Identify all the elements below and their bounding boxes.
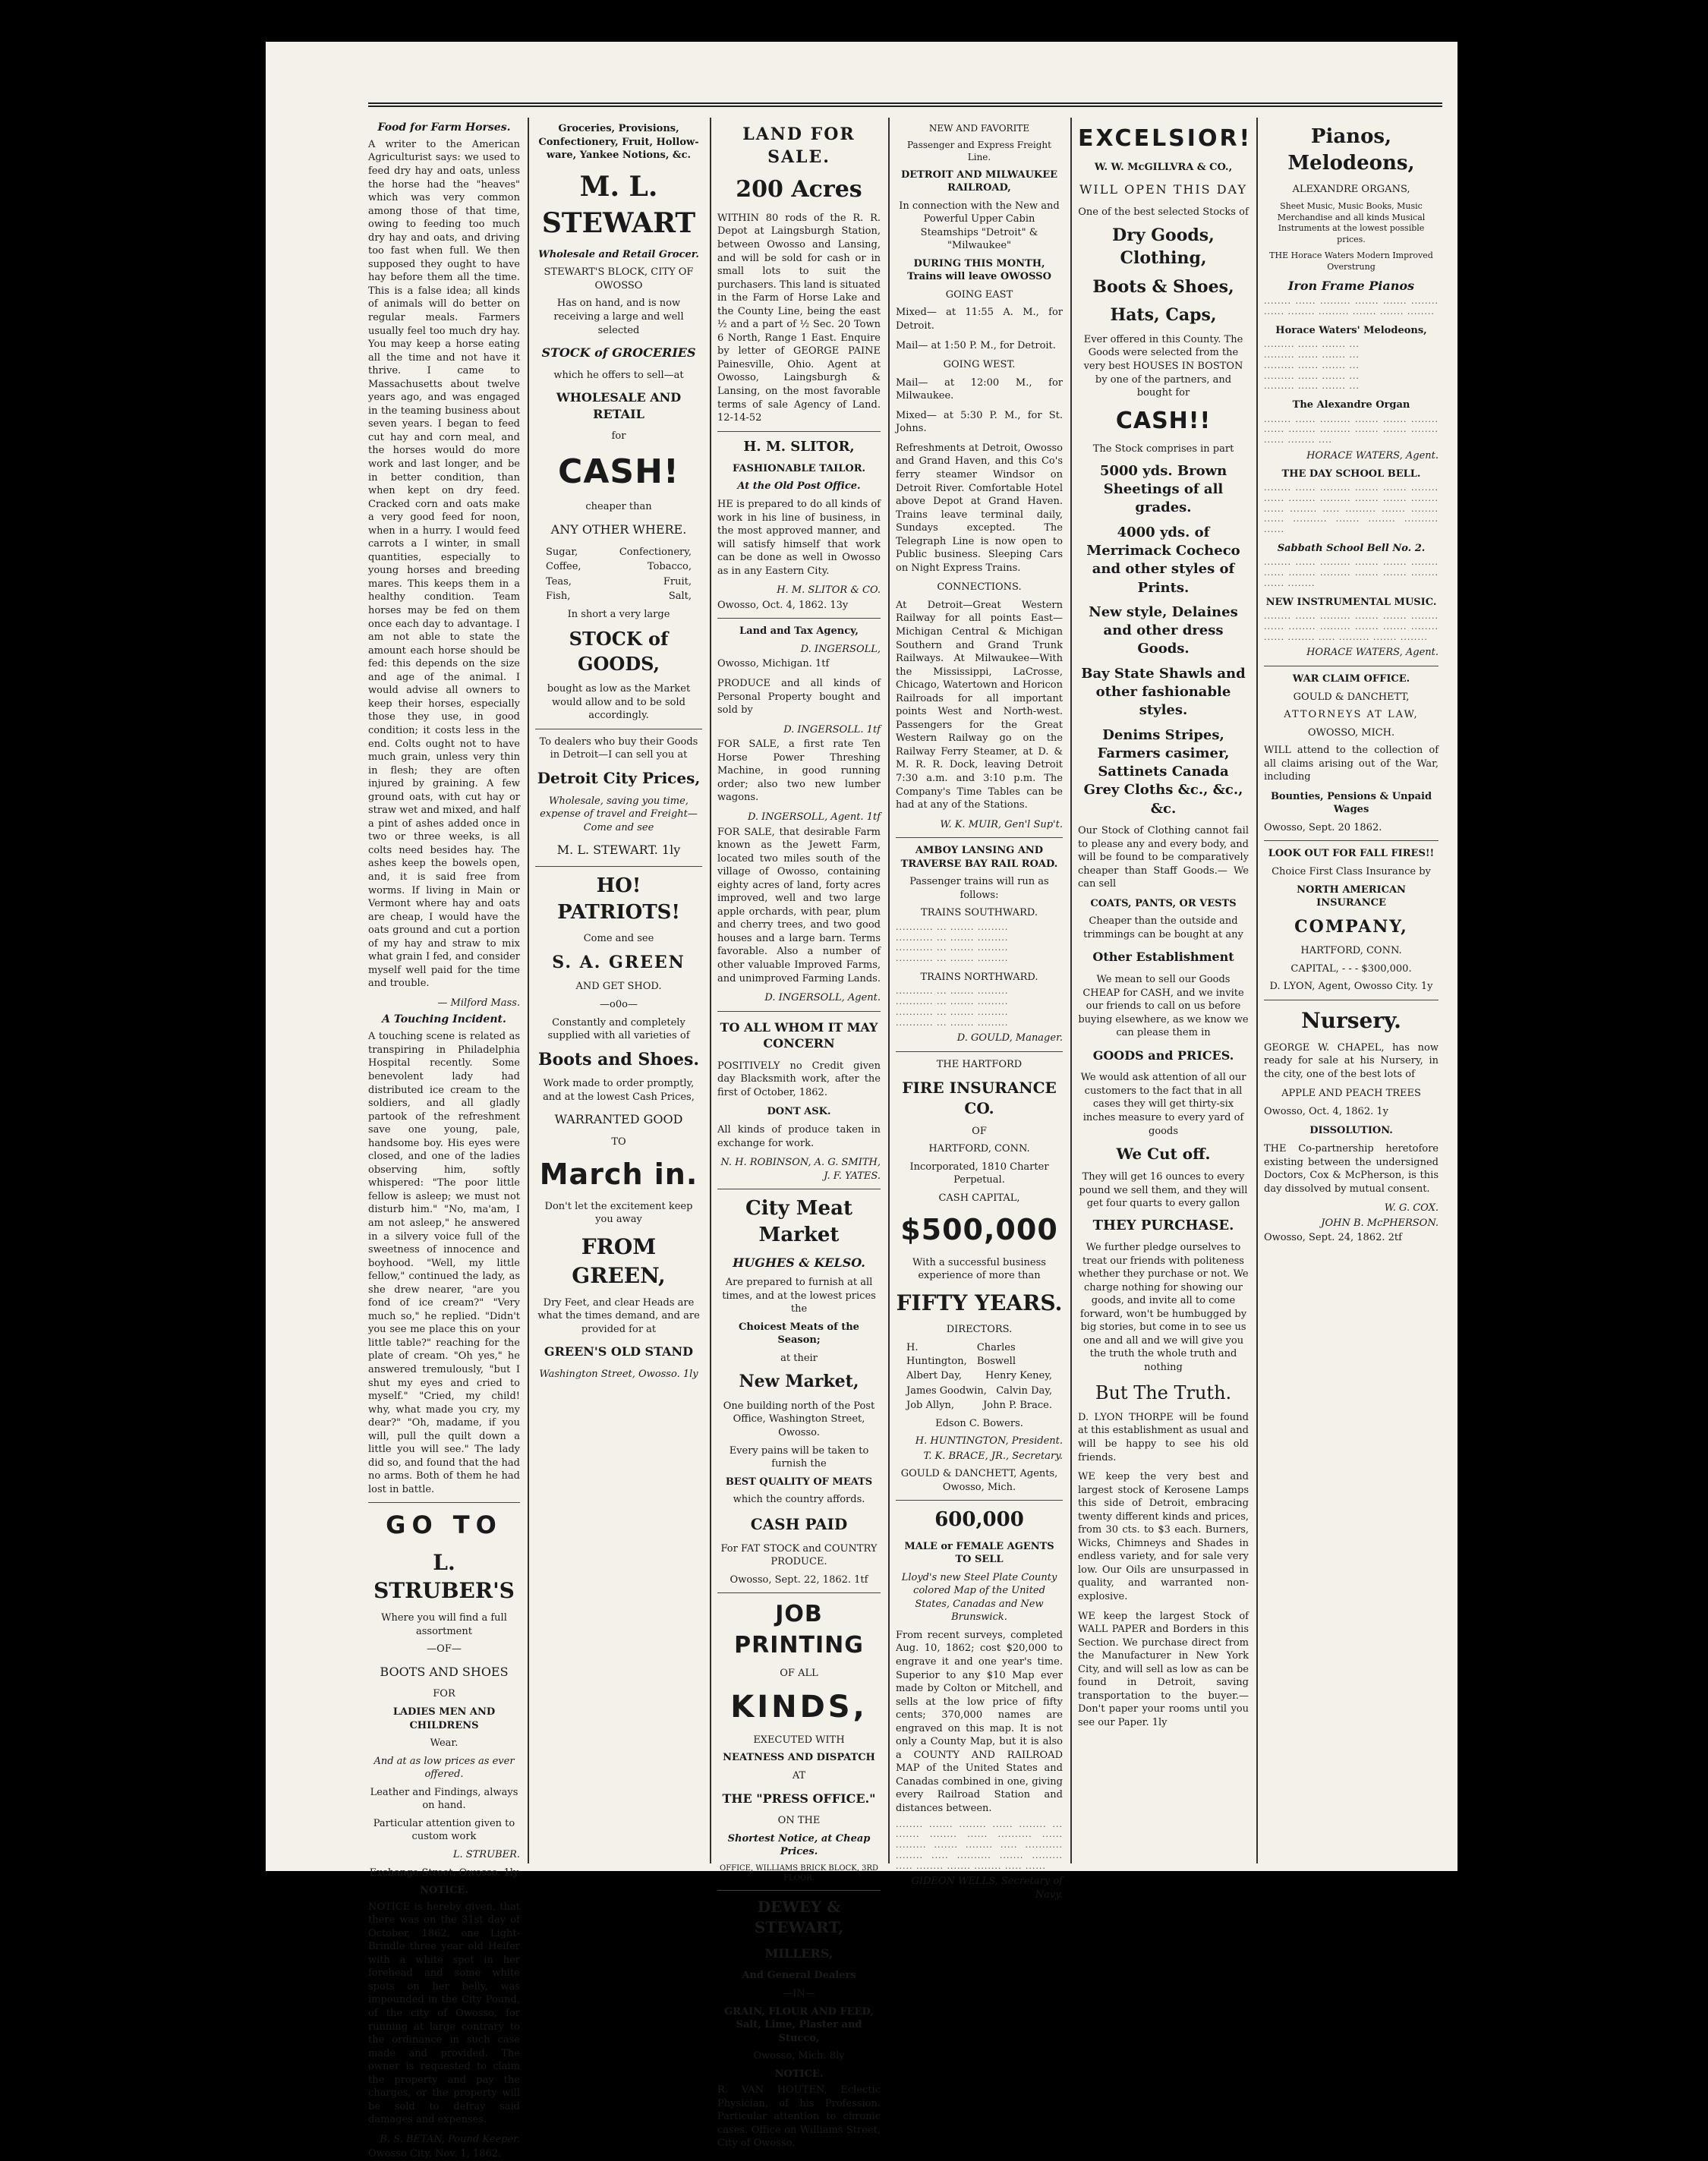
newspaper-page xyxy=(266,42,1457,2160)
ad-text: WILL OPEN THIS DAY xyxy=(1079,182,1248,197)
item-row: Sugar, Confectionery, xyxy=(546,546,692,558)
ad-body: FOR SALE, that desirable Farm known as the Jewett Farm, located two miles south of the village of Owosso, containing eighty acres of land, forty acres improved, well and two large apple orchards, with pear, plum and cherry trees, and two good houses and a large barn. Terms favorable. Also a number of other valuable Improved Farms, and unimproved Farming Lands. xyxy=(717,826,881,984)
ad-text: We further pledge ourselves to treat our friends with politeness whether they purchase or not. We charge nothing for showing our goods, and invite all to come forward, won't be humbugged by big stories, but come in to see us one and all and we will give you the truth the whole truth and nothing xyxy=(1078,1242,1249,1373)
ad-text: OF xyxy=(972,1125,987,1137)
ad-text: Choicest Meats of the Season; xyxy=(739,1321,859,1347)
divider xyxy=(717,1592,881,1593)
divider xyxy=(368,1502,520,1503)
ad-text: With a successful business experience of more than xyxy=(912,1256,1046,1282)
ad-text: GOING WEST. xyxy=(943,359,1016,371)
ad-signature: HORACE WATERS, Agent. xyxy=(1306,449,1439,461)
ad-heading: KINDS, xyxy=(730,1689,868,1725)
ad-heading: FIFTY YEARS. xyxy=(896,1290,1063,1315)
article-signature: — Milford Mass. xyxy=(437,997,520,1009)
article-body: A touching scene is related as transpiring in Philadelphia Hospital recently. Some benevolent lady had distributed ice cream to the soldiers, and all gladly partook of the refreshment save one young, pale, handsome boy. His eyes were closed, and one of the ladies observing him, softly whispered: "The poor little fellow is asleep; we must not disturb him." "No, ma'am, I am not asleep," he answered in a silvery voice full of the sweetness of innocence and boyhood. "Well, my little fellow," continued the lady, as she drew nearer, "are you fond of ice cream?" "Very much so," he replied. "Didn't you see me place this on your little table?" reaching for the plate of cream. "Oh yes," he answered tremulously, "but I shut my eyes and cried to myself." "Cried, my child! why, what made you cry, my dear?" "Oh, madame, if you will, pull the quilt down a little you will see." The lady did so, and found that the had no arms. Both of them he had lost in battle. xyxy=(368,1031,520,1495)
ad-body: FOR SALE, a first rate Ten Horse Power Threshing Machine, in good running order; also two new lumber wagons. xyxy=(717,739,881,804)
ad-signature: HORACE WATERS, Agent. xyxy=(1306,647,1439,659)
column-divider xyxy=(1070,118,1072,1863)
ad-text: THE HARTFORD xyxy=(936,1059,1023,1070)
ad-text: GOODS and PRICES. xyxy=(1092,1047,1234,1063)
ad-text: WARRANTED GOOD xyxy=(554,1112,683,1127)
article-body: A writer to the American Agriculturist says: we used to feed dry hay and oats, unless the horse had the "heaves" which was very common among those of that time, owing to feeding too much dry hay and oats, and driving too fast when full. We then supposed they ought to have hay before them all the time. This is a false idea; all kinds of animals will do better on regular meals. Farmers usually feel too much dry hay. You may keep a horse eating all the time and not have it thrive. I came to Massachusetts about twelve years ago, and was engaged in the teaming business about seven years. I began to feed cut hay and corn meal, and the horses would do more work and last longer, and be in better condition, than when kept on dry feed. Cracked corn and oats make a very good feed for noon, when in a hurry. I would feed carrots a I winter, in small quantities, especially to young horses and breeding mares. This keeps them in a healthy condition. Team horses may be fed on them once each day to advantage. I am not able to state the amount each horse should be fed: this depends on the size and age of the animal. I would advise all owners to keep their horses, especially those they use, in good condition; it costs less in the end. Colts ought not to have much grain, unless very thin in flesh; they are often injured by graining. A few ground oats, with cut hay or straw wet and mixed, and half a pint of ashes added once in two or three weeks, is all colts need besides hay. The ashes keep the bowels open, and, it is said free from worms. If living in Main or Vermont where hay and oats are cheap, I would have the oats ground and cut a portion of my hay and straw to mix what grain I fed, and consider myself well paid for the time and trouble. xyxy=(368,138,520,990)
divider xyxy=(896,837,1063,838)
ad-text: Every pains will be taken to furnish the xyxy=(729,1444,869,1470)
ad-text: —OF— xyxy=(427,1643,462,1655)
column-1 xyxy=(368,118,520,2160)
ad-name: M. L. STEWART xyxy=(541,170,696,240)
ad-text: Detroit City Prices, xyxy=(537,768,701,787)
ad-text: LADIES MEN AND CHILDRENS xyxy=(392,1706,496,1731)
ad-text: GRAIN, FLOUR AND FEED, Salt, Lime, Plaster and Stucco, xyxy=(724,2005,874,2044)
ad-text: BOOTS AND SHOES xyxy=(380,1664,509,1679)
director-row: Edson C. Bowers. xyxy=(935,1417,1023,1429)
notice-title: NOTICE. xyxy=(774,2068,824,2080)
ad-text: Washington Street, Owosso. 1ly xyxy=(539,1368,698,1380)
ad-text: MILLERS, xyxy=(764,1945,834,1961)
ad-text: Wear. xyxy=(430,1737,459,1750)
ad-signature: W. K. MUIR, Gen'l Sup't. xyxy=(940,818,1063,830)
ad-body: Our Stock of Clothing cannot fail to please any and every body, and will be found to be comparatively cheaper than Staff Goods.— We can sell xyxy=(1078,825,1249,890)
ad-amount: $500,000 xyxy=(900,1213,1058,1247)
ad-body: WITHIN 80 rods of the R. R. Depot at Laingsburgh Station, between Owosso and Lansing, and will be sold for cash or in small lots to suit the purchasers. This land is situated in the Farm of Horse Lake and the County Line, being the east ½ and a part of ½ Sec. 20 Town 6 North, Range 1 East. Enquire by letter of GEORGE PAINE Painesville, Ohio. Agent at Owosso, Laingsburgh & Lansing, on the most favorable terms of sale Agency of Land. 12-14-52 xyxy=(717,212,881,424)
ad-text: They will get 16 ounces to every pound we sell them, and they will get four quarts to every gallon xyxy=(1079,1171,1248,1210)
ad-heading: City Meat Market xyxy=(745,1197,852,1247)
ad-body-obscured: ········ ······ ········· ······· ······· ········ ······ ········ ········· ······· ······· ········ ······ ········ xyxy=(1264,559,1439,591)
ad-text: Particular attention given to custom work xyxy=(373,1817,515,1843)
divider xyxy=(717,1011,881,1012)
ad-text: Cheaper than the outside and trimmings can be bought at any xyxy=(1083,915,1243,940)
ad-text: Where you will find a full assortment xyxy=(381,1612,507,1637)
ad-body: From recent surveys, completed Aug. 10, 1862; cost $20,000 to engrave it and one year's time. Superior to any $10 Map ever made by Colton or Mitchell, and sells at the low price of fifty cents; 370,000 names are engraved on this map. It is not only a County Map, but it is also a COUNTY AND RAILROAD MAP of the United States and Canadas combined in one, giving every Railroad Station and distances between. xyxy=(896,1629,1063,1814)
ad-date: Owosso, Oct. 4, 1862. 13y xyxy=(717,599,849,611)
ad-text: APPLE AND PEACH TREES xyxy=(1281,1088,1421,1100)
divider xyxy=(717,431,881,432)
ad-body: WILL attend to the collection of all claims arising out of the War, including xyxy=(1264,745,1439,783)
ad-text: Exchange Street, Owosso. 1ly xyxy=(369,1866,519,1879)
director-row: James Goodwin, Calvin Day, xyxy=(906,1384,1052,1397)
ad-heading: HO! PATRIOTS! xyxy=(557,874,680,925)
ad-heading: Land and Tax Agency, xyxy=(739,625,859,638)
ad-heading: DETROIT AND MILWAUKEE RAILROAD, xyxy=(900,169,1058,194)
ad-date: Owosso, Sept. 20 1862. xyxy=(1264,821,1382,833)
ad-name: S. A. GREEN xyxy=(552,952,685,972)
ad-text: OF ALL xyxy=(780,1668,818,1680)
ad-text: Lloyd's new Steel Plate County colored Map of the United States, Canadas and New Brunswick. xyxy=(901,1571,1057,1624)
ad-signature: W. G. COX. xyxy=(1384,1202,1439,1214)
ad-text: CAPITAL, - - - $300,000. xyxy=(1290,962,1412,975)
notice-body: R. VAN HOUTEN, Eclectic Physician, of his Profession. Particular attention to chronic cases. Office on Williams Street, City of Owosso. xyxy=(717,2084,881,2150)
ad-text: FOR xyxy=(433,1688,455,1700)
ad-heading: AMBOY LANSING AND TRAVERSE BAY RAIL ROAD. xyxy=(900,845,1058,870)
ad-text: NEW AND FAVORITE xyxy=(928,123,1030,134)
ad-text: We mean to sell our Goods CHEAP for CASH, and we invite our friends to call on us before buying elsewhere, as we know we can please them in xyxy=(1078,974,1249,1039)
ad-text: Shortest Notice, at Cheap Prices. xyxy=(727,1832,871,1858)
ad-heading: TO ALL WHOM IT MAY CONCERN xyxy=(720,1019,878,1051)
ad-heading: COMPANY, xyxy=(1294,916,1408,937)
ad-body-obscured: ········ ······ ········· ······· ······· ········ ······ ········ ········· ······· ······· ········ ······ ········ ····· ········· ······· ········ xyxy=(1264,613,1439,644)
ad-heading: Iron Frame Pianos xyxy=(1287,278,1415,293)
column-divider xyxy=(710,118,711,1863)
ad-signature: H. HUNTINGTON, President. xyxy=(915,1435,1063,1447)
column-5 xyxy=(1078,118,1253,1863)
ad-text: ANY OTHER WHERE. xyxy=(550,521,687,537)
ad-text: Passenger and Express Freight Line. xyxy=(907,140,1051,163)
ad-text: NEATNESS AND DISPATCH xyxy=(723,1752,875,1764)
divider xyxy=(535,866,702,867)
director-row: H. Huntington, Charles Boswell xyxy=(906,1342,1016,1367)
ad-text: which he offers to sell—at xyxy=(553,369,684,381)
ad-heading: LOOK OUT FOR FALL FIRES!! xyxy=(1268,848,1435,860)
ad-text: HARTFORD, CONN. xyxy=(928,1143,1030,1155)
ad-text: OWOSSO, MICH. xyxy=(1307,726,1395,739)
divider xyxy=(1264,840,1439,841)
ad-text: 5000 yds. Brown Sheetings of all grades. xyxy=(1099,462,1227,516)
ad-text: HARTFORD, CONN. xyxy=(1300,945,1402,957)
timetable: ··········· ··· ······· ········· ··········· ··· ······· ········· ··········· ··· ······· ········· ··········· ··· ······· ········· xyxy=(896,988,1009,1030)
column-divider xyxy=(1256,118,1258,1863)
schedule-row: Mail— at 1:50 P. M., for Detroit. xyxy=(896,339,1056,351)
ad-text: AND GET SHOD. xyxy=(575,981,662,993)
ad-name: GOULD & DANCHETT, xyxy=(1293,691,1410,703)
timetable: ··········· ··· ······· ········· ··········· ··· ······· ········· ··········· ··· ······· ········· ··········· ··· ······· ········· xyxy=(896,924,1009,966)
ad-text: New style, Delaines and other dress Goods. xyxy=(1089,603,1238,657)
ad-text: And General Dealers xyxy=(742,1970,856,1982)
ad-text: In short a very large xyxy=(567,608,670,620)
ad-text: TRAINS SOUTHWARD. xyxy=(921,907,1038,919)
ad-text: Wholesale, saving you time, expense of travel and Freight—Come and see xyxy=(540,795,698,833)
ad-signature: JOHN B. McPHERSON. xyxy=(1321,1217,1439,1229)
ad-body: PRODUCE and all kinds of Personal Property bought and sold by xyxy=(717,678,881,717)
ad-heading: GO TO xyxy=(386,1510,503,1540)
ad-heading: Pianos, Melodeons, xyxy=(1287,125,1415,175)
ad-text: CONNECTIONS. xyxy=(937,581,1022,594)
schedule-row: Mail— at 12:00 M., for Milwaukee. xyxy=(896,376,1063,402)
ad-text: TRAINS NORTHWARD. xyxy=(920,971,1038,983)
ad-heading: The Alexandre Organ xyxy=(1292,399,1410,411)
ad-heading: Horace Waters' Melodeons, xyxy=(1275,324,1427,336)
ad-text: GOING EAST xyxy=(945,288,1013,301)
ad-cash: CASH!! xyxy=(1115,407,1212,434)
divider xyxy=(717,1890,881,1891)
article-title: A Touching Incident. xyxy=(382,1013,506,1026)
ad-text: for xyxy=(611,430,626,443)
ad-text: DONT ASK. xyxy=(767,1106,831,1118)
column-4 xyxy=(896,118,1063,1901)
ad-text: New Market, xyxy=(739,1372,859,1392)
ad-text: TO xyxy=(611,1136,626,1148)
item-row: Coffee, Tobacco, xyxy=(546,561,692,573)
ad-heading: LAND FOR SALE. xyxy=(742,124,856,167)
ad-text: ATTORNEYS AT LAW, xyxy=(1284,709,1419,721)
ad-text: In connection with the New and Powerful Upper Cabin Steamships "Detroit" & "Milwaukee" xyxy=(899,200,1060,252)
ad-text: Boots and Shoes. xyxy=(537,1049,700,1069)
ad-text: Work made to order promptly, and at the lowest Cash Prices, xyxy=(543,1078,695,1103)
article-title: Food for Farm Horses. xyxy=(377,121,511,134)
ad-text: Other Establishment xyxy=(1092,950,1234,965)
ad-text: THE Horace Waters Modern Improved Overstrung xyxy=(1269,250,1433,272)
ad-signature: N. H. ROBINSON, A. G. SMITH, J. F. YATES. xyxy=(720,1157,881,1182)
divider xyxy=(717,618,881,619)
ad-heading: EXCELSIOR! xyxy=(1078,125,1253,152)
ad-text: —IN— xyxy=(783,1987,815,1999)
ad-text: EXECUTED WITH xyxy=(753,1734,845,1746)
price-list: ········· ······ ······· ··· ········· ······ ······· ··· ········· ······ ······· ··· ········· ······ ······· ··· ········· ······ ······· ··· xyxy=(1264,342,1360,394)
ad-text: BEST QUALITY OF MEATS xyxy=(725,1476,873,1488)
ad-text: Has on hand, and is now receiving a large and well selected xyxy=(553,298,684,336)
ad-name: H. M. SLITOR, xyxy=(743,438,855,455)
ad-text: 200 Acres xyxy=(736,176,862,203)
ad-text: For FAT STOCK and COUNTRY PRODUCE. xyxy=(720,1542,878,1568)
notice-date: Owosso City, Nov. 1, 1862. xyxy=(368,2148,502,2160)
schedule-row: Mixed— at 11:55 A. M., for Detroit. xyxy=(896,307,1063,332)
ad-signature: D. INGERSOLL, Agent. 1tf xyxy=(747,811,881,823)
ad-text: Come and see xyxy=(583,933,654,945)
ad-heading: THE DAY SCHOOL BELL. xyxy=(1281,468,1421,480)
ad-signature: D. GOULD, Manager. xyxy=(956,1032,1063,1044)
ad-heading: Sabbath School Bell No. 2. xyxy=(1277,542,1426,554)
ad-text: —o0o— xyxy=(600,998,638,1010)
notice-body: NOTICE is hereby given, that there was on the 31st day of October, 1862, one Light-Brindle three year old Heifer with a white spot in her forehead and some white spots on her belly, was impounded in the City Pound, of the city of Owosso, for running at large contrary to the ordinance in such case made and provided. The owner is requested to claim the property and pay the charges, or the property will be sold to defray said damages and expenses. xyxy=(368,1901,520,2126)
ad-text: at their xyxy=(780,1352,818,1364)
column-divider xyxy=(888,118,890,1863)
ad-name: W. W. McGILLVRA & CO., xyxy=(1094,161,1233,173)
ad-text: FASHIONABLE TAILOR. xyxy=(732,462,866,474)
ad-text: Denims Stripes, Farmers casimer, Sattinets Canada Grey Cloths &c., &c., &c. xyxy=(1083,726,1243,817)
ad-text: MALE or FEMALE AGENTS TO SELL xyxy=(904,1540,1054,1566)
ad-text: Bounties, Pensions & Unpaid Wages xyxy=(1270,790,1432,816)
ad-text: One of the best selected Stocks of xyxy=(1078,206,1249,218)
ad-text: Incorporated, 1810 Charter Perpetual. xyxy=(909,1161,1049,1186)
ad-body: WE keep the largest Stock of WALL PAPER and Borders in this Section. We purchase direct from the Manufacturer in New York City, and will sell as low as can be found in Detroit, saving transportation to the buyer.— Don't paper your rooms until you see our Paper. 1ly xyxy=(1078,1610,1249,1728)
ad-text: THE "PRESS OFFICE." xyxy=(722,1791,876,1806)
ad-text: D. LYON, Agent, Owosso City. 1y xyxy=(1269,981,1433,993)
column-2 xyxy=(535,118,702,1863)
ad-text: Ever offered in this County. The Goods were selected from the very best HOUSES IN BOSTON by one of the partners, and bought for xyxy=(1083,333,1243,399)
ad-text: COATS, PANTS, OR VESTS xyxy=(1090,897,1237,909)
ad-text: CASH CAPITAL, xyxy=(938,1192,1020,1204)
ad-text: Don't let the excitement keep you away xyxy=(544,1200,693,1226)
ad-body: POSITIVELY no Credit given day Blacksmith work, after the first of October, 1862. xyxy=(717,1060,881,1098)
ad-text: CASH PAID xyxy=(750,1514,848,1533)
ad-text: DURING THIS MONTH, Trains will leave OWOSSO xyxy=(907,257,1051,283)
ad-signature: T. K. BRACE, JR., Secretary. xyxy=(923,1450,1063,1462)
ad-name: L. STRUBER'S xyxy=(373,1549,515,1604)
ad-text: Wholesale and Retail Grocer. xyxy=(538,248,699,260)
ad-body: HE is prepared to do all kinds of work in his line of business, in the most approved manner, and will satisfy himself that work can be done as well in Owosso as in any Eastern City. xyxy=(717,499,881,577)
ad-header: Groceries, Provisions, Confectionery, Fruit, Hollow-ware, Yankee Notions, &c. xyxy=(538,123,699,162)
director-row: Albert Day, Henry Keney, xyxy=(906,1370,1052,1382)
ad-signature: M. L. STEWART. 1ly xyxy=(556,843,681,858)
ad-text: STEWART'S BLOCK, CITY OF OWOSSO xyxy=(544,266,694,291)
ad-signature: H. M. SLITOR & CO. xyxy=(777,584,881,597)
ad-text: STOCK of GROCERIES xyxy=(541,345,696,361)
ad-signature: L. STRUBER. xyxy=(452,1848,520,1860)
ad-body: D. LYON THORPE will be found at this establishment as usual and will be happy to see his old friends. xyxy=(1078,1411,1249,1463)
ad-date: Owosso, Oct. 4, 1862. 1y xyxy=(1264,1105,1388,1117)
ad-heading: WAR CLAIM OFFICE. xyxy=(1292,673,1410,685)
ad-text: ALEXANDRE ORGANS, xyxy=(1292,184,1410,196)
ad-text: We Cut off. xyxy=(1116,1145,1211,1164)
ad-text: Are prepared to furnish at all times, and at the lowest prices the xyxy=(722,1276,876,1315)
ad-body-obscured: ········ ······ ········· ······· ······· ········ ······ ········ ········· ······· ······· ········ ······ ········ ···· xyxy=(1264,416,1439,448)
ad-text: WHOLESALE AND RETAIL xyxy=(556,390,682,421)
ad-text: The Stock comprises in part xyxy=(1092,443,1234,455)
ad-text: Passenger trains will run as follows: xyxy=(909,876,1049,901)
ad-body: WE keep the very best and largest stock of Kerosene Lamps this side of Detroit, embracing twenty different kinds and prices, from 30 cts. to $3 each. Burners, Wicks, Chimneys and Shades in endless variety, and for sale very low. Our Oils are unsurpassed in quality, and warranted non-explosive. xyxy=(1078,1471,1249,1602)
ad-text: Choice First Class Insurance by xyxy=(1272,865,1431,877)
ad-body: All kinds of produce taken in exchange for work. xyxy=(717,1123,881,1149)
ad-heading: DISSOLUTION. xyxy=(1309,1125,1393,1137)
ad-text: 4000 yds. of Merrimack Cocheco and other styles of Prints. xyxy=(1086,524,1240,596)
ad-text: THEY PURCHASE. xyxy=(1092,1217,1234,1233)
ad-text: And at as low prices as ever offered. xyxy=(373,1755,515,1781)
column-6 xyxy=(1264,118,1439,1863)
notice-title: NOTICE. xyxy=(420,1885,468,1897)
ad-text: Dry Goods, Clothing, xyxy=(1112,225,1215,268)
ad-date: Owosso, Sept. 22, 1862. 1tf xyxy=(730,1573,868,1586)
divider xyxy=(896,1051,1063,1052)
ad-date: Owosso, Sept. 24, 1862. 2tf xyxy=(1264,1232,1402,1244)
ad-text: Leather and Findings, always on hand. xyxy=(370,1786,518,1812)
ad-text: Constantly and completely supplied with all varieties of xyxy=(547,1016,690,1042)
divider xyxy=(896,1500,1063,1501)
ad-heading: JOB PRINTING xyxy=(734,1601,864,1659)
column-divider xyxy=(528,118,529,1863)
ad-text: Boots & Shoes, xyxy=(1092,276,1234,297)
ad-text: GOULD & DANCHETT, Agents, Owosso, Mich. xyxy=(900,1468,1058,1493)
ad-heading: FIRE INSURANCE CO. xyxy=(902,1078,1057,1117)
ad-text: One building north of the Post Office, Washington Street, Owosso. xyxy=(723,1400,875,1439)
ad-body: Refreshments at Detroit, Owosso and Grand Haven, and this Co's ferry steamer Windsor on Detroit River. Comfortable Hotel above Depot at Grand Haven. Trains leave terminal daily, Sundays excepted. The Telegraph Line is now open to Public business. Sleeping Cars on Night Express Trains. xyxy=(896,442,1063,574)
ad-text: which the country affords. xyxy=(733,1494,865,1506)
ad-name: DEWEY & STEWART, xyxy=(754,1897,844,1936)
ad-text: Sheet Music, Music Books, Music Merchandise and all kinds Musical Instruments at the lowest possible prices. xyxy=(1277,200,1426,245)
ad-text: OFFICE, WILLIAMS BRICK BLOCK, 3RD FLOOR. xyxy=(720,1863,878,1883)
item-row: Fish, Salt, xyxy=(546,591,692,603)
ad-heading: March in. xyxy=(539,1157,698,1191)
ad-body-obscured: ········ ······· ········ ······ ········ ··· ······· ········ ······ ·········· ······ ········· ······· ········ ····· ··········· ········ ····· ·········· ······· ········· ····· ········ ······· ········ ····· ······ xyxy=(896,1821,1063,1873)
ad-body: At Detroit—Great Western Railway for all points East—Michigan Central & Michigan Southern and Grand Trunk Railways. At Milwaukee—With the Mississippi, LaCrosse, Chicago, Watertown and Horicon Railroads for all important points West and North-west. Passengers for the Great Western Railway go on the Railway Ferry Steamer, at D. & M. R. R. Dock, leaving Detroit 7:30 a.m. and 3:10 p.m. The Company's Time Tables can be had at any of the Stations. xyxy=(896,599,1063,811)
ad-signature: GIDEON WELLS, Secretary of Navy. xyxy=(911,1876,1063,1901)
ad-amount: 600,000 xyxy=(934,1508,1024,1532)
ad-text: GREEN'S OLD STAND xyxy=(544,1344,694,1359)
ad-text: But The Truth. xyxy=(1095,1381,1232,1403)
ad-heading: NEW INSTRUMENTAL MUSIC. xyxy=(1265,596,1437,608)
item-row: Teas, Fruit, xyxy=(546,575,692,588)
ad-signature: D. INGERSOLL. 1tf xyxy=(783,723,881,736)
ad-body-obscured: ········ ······ ········· ······· ······· ········ ······ ········ ········· ······· ······· ········ xyxy=(1264,298,1439,320)
ad-text: bought as low as the Market would allow and to be sold accordingly. xyxy=(547,683,691,722)
ad-text: At the Old Post Office. xyxy=(737,480,861,493)
schedule-row: Mixed— at 5:30 P. M., for St. Johns. xyxy=(896,409,1063,435)
director-row: Job Allyn, John P. Brace. xyxy=(906,1400,1052,1412)
ad-heading: Nursery. xyxy=(1301,1007,1401,1033)
ad-text: We would ask attention of all our customers to the fact that in all cases they will get thirty-six inches measure to every yard of goods xyxy=(1080,1072,1246,1137)
ad-text: To dealers who buy their Goods in Detroit—I can sell you at xyxy=(539,736,698,761)
ad-text: NORTH AMERICAN INSURANCE xyxy=(1297,884,1406,909)
ad-text: ON THE xyxy=(777,1815,821,1827)
ad-text: Dry Feet, and clear Heads are what the times demand, and are provided for at xyxy=(537,1296,700,1335)
masthead-rule xyxy=(368,102,1442,107)
ad-name: HUGHES & KELSO. xyxy=(733,1255,865,1271)
ad-text: STOCK of GOODS, xyxy=(569,628,669,675)
ad-body-obscured: ········ ······ ········· ······· ······· ········ ······ ········ ········· ······· ······· ········ ······ ········ ····· ········· ······· ········ ······ ·········· ······· ········ ·········· ······ xyxy=(1264,485,1439,537)
ad-text: cheaper than xyxy=(585,501,652,513)
ad-text: Bay State Shawls and other fashionable styles. xyxy=(1081,665,1246,719)
ad-heading: FROM GREEN, xyxy=(572,1233,666,1288)
ad-date: Owosso, Michigan. 1tf xyxy=(717,658,830,670)
ad-text: DIRECTORS. xyxy=(946,1324,1013,1336)
column-3 xyxy=(717,118,881,2150)
ad-text: Hats, Caps, xyxy=(1110,305,1217,326)
ad-cash: CASH! xyxy=(558,452,679,491)
ad-signature: D. INGERSOLL, Agent. xyxy=(764,992,881,1004)
ad-body: THE Co-partnership heretofore existing between the undersigned Doctors, Cox & McPherson, is this day dissolved by mutual consent. xyxy=(1264,1143,1439,1195)
ad-date: Owosso, Mich. 8ly xyxy=(753,2050,845,2062)
ad-text: AT xyxy=(792,1770,806,1782)
ad-signature: D. INGERSOLL, xyxy=(800,643,881,655)
notice-signature: B. S. BETAN, Pound Keeper. xyxy=(380,2133,520,2145)
ad-body: GEORGE W. CHAPEL, has now ready for sale at his Nursery, in the city, one of the best lots of xyxy=(1264,1041,1439,1080)
